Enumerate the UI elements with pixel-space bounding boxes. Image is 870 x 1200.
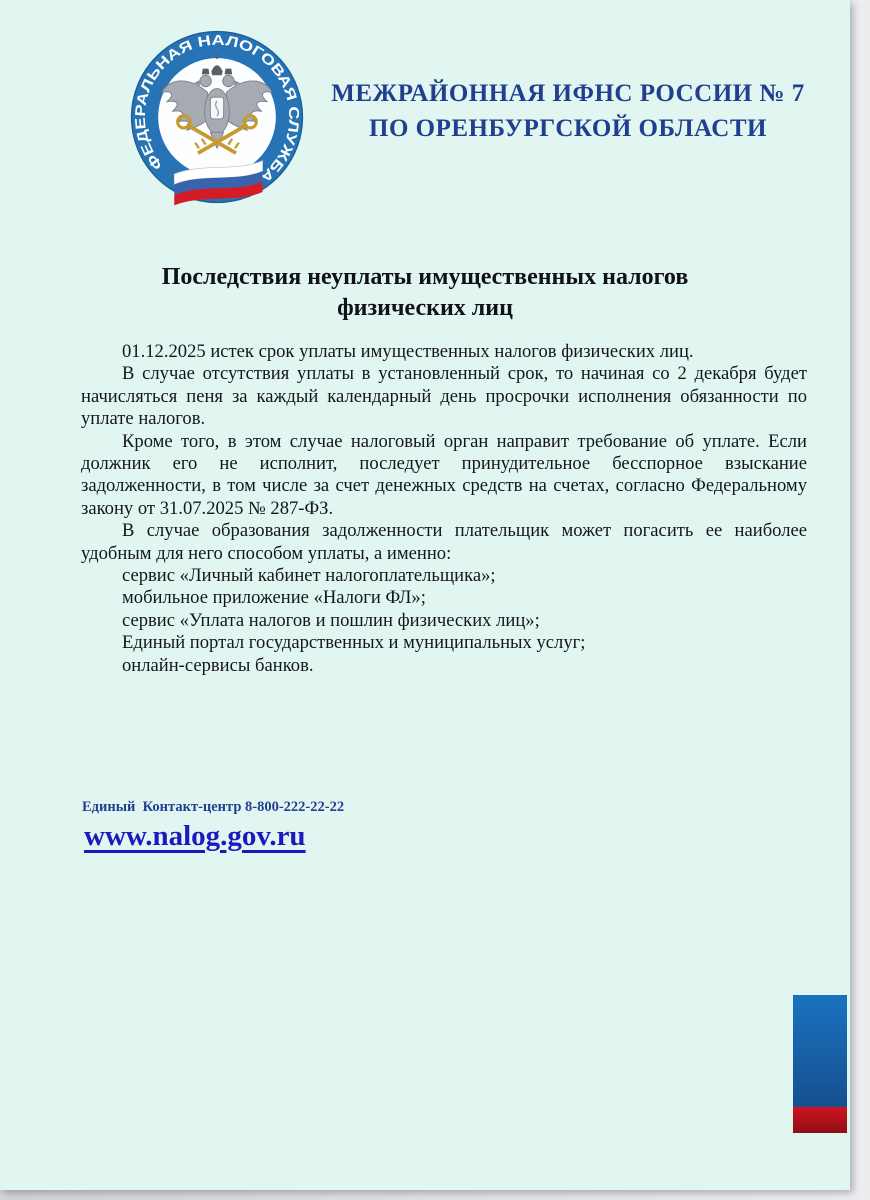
org-name: МЕЖРАЙОННАЯ ИФНС РОССИИ № 7 ПО ОРЕНБУРГСКОЙ ОБЛАСТИ xyxy=(331,80,805,142)
payment-option: онлайн-сервисы банков. xyxy=(122,654,314,676)
contact-center-line: Единый Контакт-центр 8-800-222-22-22 xyxy=(82,799,345,815)
flag-mark xyxy=(793,995,847,1133)
paragraph: В случае образования задолженности плательщик может погасить ее наиболее удобным для него способом уплаты, а именно: xyxy=(81,520,807,564)
website-link[interactable]: www.nalog.gov.ru xyxy=(84,820,306,852)
payment-option: сервис «Личный кабинет налогоплательщика»; xyxy=(122,565,496,587)
payment-option: Единый портал государственных и муниципальных услуг; xyxy=(122,632,586,654)
payment-option: сервис «Уплата налогов и пошлин физических лиц»; xyxy=(122,609,540,631)
flag-mark-blue xyxy=(793,995,847,1107)
body-text xyxy=(81,341,807,677)
paragraph: В случае отсутствия уплаты в установленный срок, то начиная со 2 декабря будет начисляться пеня за каждый календарный день просрочки исполнения обязанности по уплате налогов. xyxy=(81,363,807,430)
flag-mark-red xyxy=(793,1107,847,1133)
payment-option: мобильное приложение «Налоги ФЛ»; xyxy=(122,587,426,609)
fns-logo xyxy=(122,24,312,230)
logo-ring-text: ФЕДЕРАЛЬНАЯ НАЛОГОВАЯ СЛУЖБА xyxy=(132,32,302,184)
fns-emblem-icon xyxy=(122,24,312,230)
payment-options-list xyxy=(81,565,807,677)
page-title: Последствия неуплаты имущественных налогов физических лиц xyxy=(161,264,689,321)
paragraph: 01.12.2025 истек срок уплаты имущественных налогов физических лиц. xyxy=(122,341,694,362)
paragraph: Кроме того, в этом случае налоговый орган направит требование об уплате. Если должник его не исполнит, последует принудительное бесспорное взыскание задолженности, в том числе за счет денежных средств на счетах, согласно Федеральному закону от 31.07.2025 № 287-ФЗ. xyxy=(81,430,807,519)
